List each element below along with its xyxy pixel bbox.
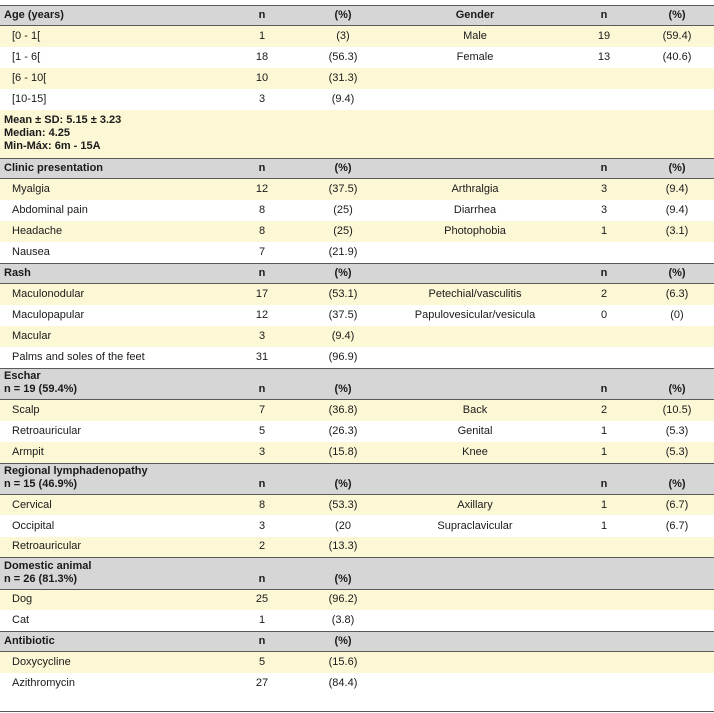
- row-right-pct: (5.3): [640, 442, 714, 463]
- row-label: Azithromycin: [0, 673, 220, 694]
- summary-stats-row: [0, 110, 714, 158]
- row-label: Myalgia: [0, 179, 220, 200]
- header-pct: (%): [304, 463, 382, 494]
- row-n: 1: [220, 26, 304, 47]
- row-label: Macular: [0, 326, 220, 347]
- header-n: n: [220, 158, 304, 178]
- row-label: Maculopapular: [0, 305, 220, 326]
- row-right-label: [382, 537, 568, 558]
- row-n: 12: [220, 179, 304, 200]
- table-row: [0, 179, 714, 200]
- table-row: [0, 400, 714, 421]
- section-title-cell: [0, 558, 220, 589]
- section-subtitle: n = 26 (81.3%): [4, 572, 78, 585]
- header-n: n: [220, 631, 304, 651]
- row-pct: (15.8): [304, 442, 382, 463]
- row-right-n: 1: [568, 221, 640, 242]
- row-right-label: [382, 610, 568, 631]
- row-right-n: [568, 673, 640, 694]
- row-label: Cat: [0, 610, 220, 631]
- row-right-pct: [640, 326, 714, 347]
- table-row: [0, 89, 714, 110]
- row-label: Palms and soles of the feet: [0, 347, 220, 368]
- header-pct: (%): [304, 158, 382, 178]
- header-right-pct: (%): [640, 263, 714, 283]
- row-right-pct: [640, 242, 714, 263]
- row-n: 17: [220, 284, 304, 305]
- section-header-eschar: [0, 368, 714, 399]
- row-right-pct: (9.4): [640, 179, 714, 200]
- row-pct: (37.5): [304, 305, 382, 326]
- row-right-label: Arthralgia: [382, 179, 568, 200]
- header-n: n: [220, 368, 304, 399]
- row-right-pct: [640, 89, 714, 110]
- row-right-pct: (3.1): [640, 221, 714, 242]
- row-right-n: [568, 537, 640, 558]
- section-title: Regional lymphadenopathy: [4, 464, 148, 477]
- row-right-pct: [640, 673, 714, 694]
- section-header-animal: [0, 558, 714, 589]
- header-pct: (%): [304, 6, 382, 26]
- row-n: 8: [220, 221, 304, 242]
- row-right-label: Photophobia: [382, 221, 568, 242]
- header-right-n: [568, 558, 640, 589]
- row-label: Dog: [0, 589, 220, 610]
- section-header-antibiotic: [0, 631, 714, 651]
- summary-stat-line: Mean ± SD: 5.15 ± 3.23: [4, 114, 122, 127]
- section-header-clinic: [0, 158, 714, 178]
- row-label: Doxycycline: [0, 652, 220, 673]
- row-right-label: [382, 326, 568, 347]
- header-right-title: [382, 368, 568, 399]
- row-right-label: Axillary: [382, 494, 568, 515]
- row-label: Retroauricular: [0, 537, 220, 558]
- row-n: 8: [220, 200, 304, 221]
- row-pct: (26.3): [304, 421, 382, 442]
- header-n: n: [220, 558, 304, 589]
- header-right-title: [382, 631, 568, 651]
- row-pct: (53.1): [304, 284, 382, 305]
- header-right-pct: (%): [640, 6, 714, 26]
- row-right-pct: [640, 347, 714, 368]
- header-right-title: [382, 263, 568, 283]
- table-row: [0, 515, 714, 536]
- row-right-label: [382, 652, 568, 673]
- row-right-label: [382, 589, 568, 610]
- section-title: Clinic presentation: [4, 162, 104, 175]
- row-right-label: [382, 347, 568, 368]
- row-right-pct: [640, 537, 714, 558]
- table-row: [0, 200, 714, 221]
- row-right-pct: [640, 589, 714, 610]
- header-right-title: Gender: [382, 6, 568, 26]
- table-row: [0, 421, 714, 442]
- row-n: 5: [220, 652, 304, 673]
- row-right-pct: [640, 68, 714, 89]
- row-right-n: [568, 589, 640, 610]
- header-right-n: n: [568, 463, 640, 494]
- row-right-n: [568, 326, 640, 347]
- row-pct: (31.3): [304, 68, 382, 89]
- row-pct: (15.6): [304, 652, 382, 673]
- section-subtitle: n = 15 (46.9%): [4, 477, 78, 490]
- table-row: [0, 68, 714, 89]
- table-row: [0, 442, 714, 463]
- table-row: [0, 673, 714, 694]
- row-label: Cervical: [0, 494, 220, 515]
- row-pct: (20: [304, 515, 382, 536]
- section-title: Eschar: [4, 370, 41, 382]
- row-right-label: Male: [382, 26, 568, 47]
- row-right-pct: [640, 652, 714, 673]
- table-row: [0, 284, 714, 305]
- row-right-n: 2: [568, 400, 640, 421]
- row-pct: (21.9): [304, 242, 382, 263]
- header-right-n: n: [568, 368, 640, 399]
- header-right-n: n: [568, 158, 640, 178]
- row-label: Occipital: [0, 515, 220, 536]
- section-title: Domestic animal: [4, 559, 92, 572]
- row-right-n: 1: [568, 494, 640, 515]
- row-right-n: [568, 610, 640, 631]
- header-right-pct: (%): [640, 158, 714, 178]
- row-label: [0 - 1[: [0, 26, 220, 47]
- summary-stat-line: Min-Máx: 6m - 15A: [4, 140, 101, 153]
- section-title-cell: [0, 6, 220, 26]
- row-pct: (9.4): [304, 89, 382, 110]
- row-right-n: [568, 89, 640, 110]
- table-bottom-rule: [0, 711, 714, 712]
- row-right-n: 3: [568, 200, 640, 221]
- row-label: Maculonodular: [0, 284, 220, 305]
- row-pct: (9.4): [304, 326, 382, 347]
- section-title-cell: [0, 263, 220, 283]
- characteristics-table: [0, 5, 714, 694]
- row-pct: (3.8): [304, 610, 382, 631]
- table-row: [0, 610, 714, 631]
- section-subtitle: n = 19 (59.4%): [4, 383, 78, 395]
- row-pct: (3): [304, 26, 382, 47]
- row-n: 18: [220, 47, 304, 68]
- row-right-label: Papulovesicular/vesicula: [382, 305, 568, 326]
- header-right-pct: [640, 558, 714, 589]
- header-right-pct: (%): [640, 463, 714, 494]
- header-right-n: [568, 631, 640, 651]
- row-right-n: 19: [568, 26, 640, 47]
- row-right-n: [568, 242, 640, 263]
- section-title-cell: [0, 368, 220, 399]
- header-right-pct: [640, 631, 714, 651]
- header-right-title: [382, 558, 568, 589]
- row-right-label: [382, 673, 568, 694]
- section-title-cell: [0, 631, 220, 651]
- header-n: n: [220, 463, 304, 494]
- row-right-n: 0: [568, 305, 640, 326]
- row-right-pct: (6.3): [640, 284, 714, 305]
- row-label: Armpit: [0, 442, 220, 463]
- header-right-n: n: [568, 263, 640, 283]
- row-right-pct: (6.7): [640, 515, 714, 536]
- row-label: Nausea: [0, 242, 220, 263]
- row-label: [6 - 10[: [0, 68, 220, 89]
- row-pct: (37.5): [304, 179, 382, 200]
- row-right-n: [568, 68, 640, 89]
- table-row: [0, 589, 714, 610]
- header-pct: (%): [304, 631, 382, 651]
- row-pct: (25): [304, 221, 382, 242]
- table-row: [0, 537, 714, 558]
- row-n: 27: [220, 673, 304, 694]
- table-row: [0, 652, 714, 673]
- row-right-pct: (5.3): [640, 421, 714, 442]
- row-right-pct: (40.6): [640, 47, 714, 68]
- table-row: [0, 347, 714, 368]
- section-title: Age (years): [4, 9, 64, 22]
- row-right-pct: (10.5): [640, 400, 714, 421]
- row-n: 3: [220, 515, 304, 536]
- section-header-lymph: [0, 463, 714, 494]
- row-n: 3: [220, 326, 304, 347]
- table-row: [0, 494, 714, 515]
- row-right-label: Diarrhea: [382, 200, 568, 221]
- header-right-title: [382, 463, 568, 494]
- row-right-n: 2: [568, 284, 640, 305]
- section-title: Antibiotic: [4, 634, 55, 647]
- row-n: 1: [220, 610, 304, 631]
- summary-stat-line: Median: 4.25: [4, 127, 71, 140]
- section-header-rash: [0, 263, 714, 283]
- row-right-pct: (59.4): [640, 26, 714, 47]
- header-right-title: [382, 158, 568, 178]
- table-row: [0, 305, 714, 326]
- row-right-pct: (6.7): [640, 494, 714, 515]
- row-n: 12: [220, 305, 304, 326]
- row-right-pct: (0): [640, 305, 714, 326]
- row-pct: (96.9): [304, 347, 382, 368]
- header-pct: (%): [304, 368, 382, 399]
- row-right-n: 1: [568, 421, 640, 442]
- row-label: Abdominal pain: [0, 200, 220, 221]
- row-n: 7: [220, 400, 304, 421]
- row-pct: (84.4): [304, 673, 382, 694]
- row-pct: (25): [304, 200, 382, 221]
- row-right-n: 3: [568, 179, 640, 200]
- row-pct: (36.8): [304, 400, 382, 421]
- row-right-label: Genital: [382, 421, 568, 442]
- row-pct: (56.3): [304, 47, 382, 68]
- row-right-n: 1: [568, 515, 640, 536]
- table-row: [0, 242, 714, 263]
- row-right-n: 1: [568, 442, 640, 463]
- row-right-label: [382, 68, 568, 89]
- row-right-n: [568, 652, 640, 673]
- row-right-pct: [640, 610, 714, 631]
- row-right-label: Back: [382, 400, 568, 421]
- section-header-age: [0, 6, 714, 26]
- header-n: n: [220, 263, 304, 283]
- row-pct: (96.2): [304, 589, 382, 610]
- header-pct: (%): [304, 558, 382, 589]
- table-row: [0, 326, 714, 347]
- row-n: 10: [220, 68, 304, 89]
- row-right-pct: (9.4): [640, 200, 714, 221]
- row-n: 31: [220, 347, 304, 368]
- row-label: Headache: [0, 221, 220, 242]
- row-n: 3: [220, 89, 304, 110]
- row-label: [1 - 6[: [0, 47, 220, 68]
- header-right-n: n: [568, 6, 640, 26]
- row-right-label: Knee: [382, 442, 568, 463]
- table-row: [0, 26, 714, 47]
- table-row: [0, 47, 714, 68]
- header-n: n: [220, 6, 304, 26]
- row-right-label: Supraclavicular: [382, 515, 568, 536]
- row-right-n: 13: [568, 47, 640, 68]
- row-pct: (13.3): [304, 537, 382, 558]
- row-n: 2: [220, 537, 304, 558]
- row-right-label: Female: [382, 47, 568, 68]
- section-title: Rash: [4, 266, 31, 279]
- section-title-cell: [0, 463, 220, 494]
- row-n: 8: [220, 494, 304, 515]
- row-right-label: Petechial/vasculitis: [382, 284, 568, 305]
- header-pct: (%): [304, 263, 382, 283]
- row-label: Scalp: [0, 400, 220, 421]
- row-n: 5: [220, 421, 304, 442]
- row-right-label: [382, 89, 568, 110]
- section-title-cell: [0, 158, 220, 178]
- row-n: 3: [220, 442, 304, 463]
- header-right-pct: (%): [640, 368, 714, 399]
- row-pct: (53.3): [304, 494, 382, 515]
- summary-stats: [0, 110, 714, 158]
- row-n: 25: [220, 589, 304, 610]
- row-label: Retroauricular: [0, 421, 220, 442]
- row-right-n: [568, 347, 640, 368]
- table-row: [0, 221, 714, 242]
- table-body: [0, 6, 714, 694]
- row-right-label: [382, 242, 568, 263]
- row-label: [10-15]: [0, 89, 220, 110]
- row-n: 7: [220, 242, 304, 263]
